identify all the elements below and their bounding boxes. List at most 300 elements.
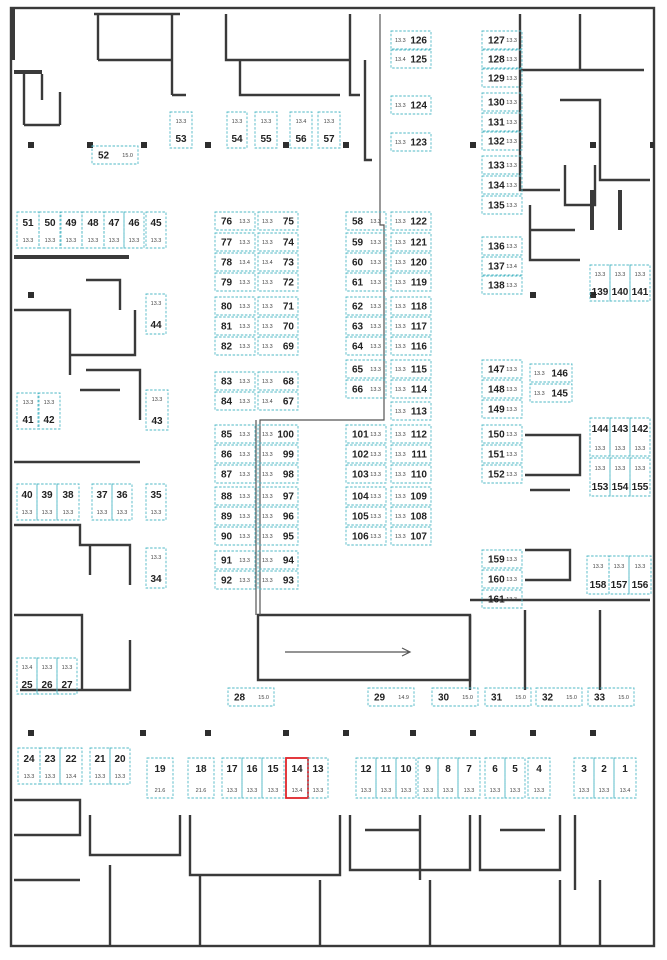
- parking-spot-149[interactable]: [482, 400, 522, 418]
- spot-area: 13.3: [239, 558, 250, 564]
- spot-number: 104: [352, 491, 369, 503]
- spot-number: 73: [282, 257, 294, 269]
- spot-number: 54: [231, 134, 243, 145]
- parking-spot-49[interactable]: [60, 212, 82, 248]
- parking-spot-1[interactable]: [614, 758, 636, 798]
- parking-spot-83[interactable]: [215, 372, 255, 390]
- parking-spot-119[interactable]: [391, 273, 431, 291]
- spot-area: 13.3: [395, 534, 406, 540]
- parking-spot-125[interactable]: [391, 50, 431, 68]
- parking-spot-28[interactable]: [228, 688, 274, 706]
- spot-area: 13.3: [395, 304, 406, 310]
- parking-spot-120[interactable]: [391, 253, 431, 271]
- parking-spot-64[interactable]: [346, 337, 386, 355]
- spot-area: 13.3: [239, 280, 250, 286]
- spot-area: 13.3: [175, 119, 187, 125]
- parking-spot-69[interactable]: [258, 337, 298, 355]
- parking-spot-71[interactable]: [258, 297, 298, 315]
- parking-spot-86[interactable]: [215, 445, 255, 463]
- parking-spot-145[interactable]: [530, 384, 572, 402]
- spot-number: 28: [234, 692, 246, 704]
- parking-spot-15[interactable]: [262, 758, 284, 798]
- parking-spot-140[interactable]: [610, 265, 630, 301]
- spot-number: 87: [221, 469, 233, 481]
- spot-area: 13.3: [578, 788, 590, 794]
- spot-area: 13.3: [150, 301, 162, 307]
- parking-spot-43[interactable]: [146, 390, 168, 430]
- parking-spot-84[interactable]: [215, 392, 255, 410]
- parking-spot-126[interactable]: [391, 31, 431, 49]
- parking-spot-141[interactable]: [630, 265, 650, 301]
- parking-spot-19[interactable]: [147, 758, 173, 798]
- parking-spot-85[interactable]: [215, 425, 255, 443]
- spot-area: 13.3: [267, 788, 279, 794]
- spot-number: 3: [581, 764, 587, 775]
- parking-spot-152[interactable]: [482, 465, 522, 483]
- parking-spot-30[interactable]: [432, 688, 478, 706]
- spot-area: 15.0: [258, 695, 269, 701]
- spot-number: 139: [591, 287, 609, 298]
- spot-area: 13.3: [262, 578, 273, 584]
- parking-spot-62[interactable]: [346, 297, 386, 315]
- parking-spot-9[interactable]: [418, 758, 438, 798]
- parking-spot-127[interactable]: [482, 31, 522, 49]
- parking-spot-78[interactable]: [215, 253, 255, 271]
- parking-spot-51[interactable]: [17, 212, 39, 248]
- spot-area: 13.3: [506, 120, 517, 126]
- parking-spot-79[interactable]: [215, 273, 255, 291]
- parking-spot-59[interactable]: [346, 233, 386, 251]
- spot-number: 49: [65, 218, 77, 229]
- parking-spot-21[interactable]: [90, 748, 110, 784]
- spot-number: 9: [425, 764, 431, 775]
- spot-number: 47: [108, 218, 120, 229]
- spot-area: 13.3: [239, 324, 250, 330]
- parking-spot-44[interactable]: [146, 294, 166, 334]
- spot-number: 60: [352, 257, 364, 269]
- spot-area: 13.3: [506, 557, 517, 563]
- parking-spot-17[interactable]: [222, 758, 242, 798]
- parking-spot-4[interactable]: [528, 758, 550, 798]
- parking-spot-157[interactable]: [609, 556, 629, 594]
- spot-number: 86: [221, 449, 233, 461]
- spot-number: 161: [488, 594, 505, 606]
- spot-area: 13.3: [506, 183, 517, 189]
- spot-area: 13.3: [22, 400, 34, 406]
- spot-number: 151: [488, 449, 505, 461]
- spot-area: 13.3: [506, 57, 517, 63]
- spot-number: 140: [611, 287, 629, 298]
- parking-spot-124[interactable]: [391, 96, 431, 114]
- parking-spot-55[interactable]: [255, 112, 277, 148]
- spot-area: 13.3: [65, 238, 77, 244]
- spot-area: 13.3: [150, 238, 162, 244]
- spot-area: 13.3: [108, 238, 120, 244]
- parking-spot-82[interactable]: [215, 337, 255, 355]
- parking-spot-38[interactable]: [57, 484, 79, 520]
- parking-spot-117[interactable]: [391, 317, 431, 335]
- parking-spot-18[interactable]: [188, 758, 214, 798]
- spot-area: 13.3: [262, 514, 273, 520]
- parking-spot-105[interactable]: [346, 507, 386, 525]
- parking-spot-32[interactable]: [536, 688, 582, 706]
- spot-number: 129: [488, 73, 505, 85]
- parking-spot-135[interactable]: [482, 196, 522, 214]
- parking-spot-98[interactable]: [258, 465, 298, 483]
- parking-spot-142[interactable]: [630, 418, 650, 456]
- parking-spot-94[interactable]: [258, 551, 298, 569]
- parking-spot-155[interactable]: [630, 458, 650, 496]
- spot-number: 132: [488, 136, 505, 148]
- spot-number: 133: [488, 160, 505, 172]
- spot-area: 13.3: [370, 514, 381, 520]
- spot-area: 13.3: [370, 324, 381, 330]
- spot-number: 55: [260, 134, 272, 145]
- parking-spot-101[interactable]: [346, 425, 386, 443]
- spot-area: 13.4: [506, 264, 517, 270]
- spot-area: 13.3: [370, 304, 381, 310]
- spot-number: 15: [267, 764, 279, 775]
- parking-spot-24[interactable]: [18, 748, 40, 784]
- spot-number: 147: [488, 364, 505, 376]
- spot-number: 82: [221, 341, 233, 353]
- spot-area: 13.4: [262, 399, 273, 405]
- parking-spot-60[interactable]: [346, 253, 386, 271]
- parking-spot-153[interactable]: [590, 458, 610, 496]
- spot-number: 127: [488, 35, 505, 47]
- parking-spot-41[interactable]: [17, 393, 39, 429]
- spot-area: 13.3: [262, 344, 273, 350]
- parking-spot-72[interactable]: [258, 273, 298, 291]
- parking-spot-103[interactable]: [346, 465, 386, 483]
- parking-spot-151[interactable]: [482, 445, 522, 463]
- spot-number: 143: [611, 424, 629, 435]
- parking-spot-99[interactable]: [258, 445, 298, 463]
- parking-spot-143[interactable]: [610, 418, 630, 456]
- parking-spot-77[interactable]: [215, 233, 255, 251]
- parking-spot-147[interactable]: [482, 360, 522, 378]
- parking-spot-29[interactable]: [368, 688, 414, 706]
- parking-spot-156[interactable]: [629, 556, 651, 594]
- parking-spot-35[interactable]: [146, 484, 166, 520]
- parking-spot-57[interactable]: [318, 112, 340, 148]
- parking-spot-129[interactable]: [482, 69, 522, 87]
- spot-number: 16: [246, 764, 258, 775]
- parking-spot-110[interactable]: [391, 465, 431, 483]
- parking-spot-148[interactable]: [482, 380, 522, 398]
- spot-area: 13.3: [262, 534, 273, 540]
- spot-area: 13.3: [506, 38, 517, 44]
- spot-number: 88: [221, 491, 233, 503]
- spot-area: 13.3: [62, 510, 74, 516]
- parking-spot-36[interactable]: [112, 484, 132, 520]
- parking-spot-20[interactable]: [110, 748, 130, 784]
- parking-spot-31[interactable]: [485, 688, 531, 706]
- parking-spot-76[interactable]: [215, 212, 255, 230]
- parking-spot-80[interactable]: [215, 297, 255, 315]
- spot-number: 64: [352, 341, 364, 353]
- spot-number: 50: [44, 218, 56, 229]
- spot-number: 63: [352, 321, 364, 333]
- spot-number: 110: [410, 469, 427, 481]
- spot-number: 10: [400, 764, 412, 775]
- parking-spot-39[interactable]: [37, 484, 57, 520]
- parking-spot-67[interactable]: [258, 392, 298, 410]
- parking-spot-81[interactable]: [215, 317, 255, 335]
- parking-spot-73[interactable]: [258, 253, 298, 271]
- parking-spot-11[interactable]: [376, 758, 396, 798]
- parking-spot-54[interactable]: [227, 112, 247, 148]
- spot-number: 42: [43, 415, 55, 426]
- parking-spot-134[interactable]: [482, 176, 522, 194]
- spot-area: 13.3: [506, 163, 517, 169]
- spot-area: 13.3: [262, 452, 273, 458]
- outer-wall: [11, 8, 654, 946]
- spot-number: 13: [312, 764, 324, 775]
- parking-spot-92[interactable]: [215, 571, 255, 589]
- spot-area: 13.3: [151, 397, 163, 403]
- spot-area: 13.3: [150, 510, 162, 516]
- parking-spot-33[interactable]: [588, 688, 634, 706]
- spot-number: 123: [410, 137, 427, 149]
- spot-number: 22: [65, 754, 77, 765]
- parking-spot-45[interactable]: [146, 212, 166, 248]
- parking-spot-27[interactable]: [57, 658, 77, 694]
- parking-spot-91[interactable]: [215, 551, 255, 569]
- parking-spot-12[interactable]: [356, 758, 376, 798]
- parking-spot-132[interactable]: [482, 132, 522, 150]
- spot-number: 99: [282, 449, 294, 461]
- spot-area: 13.4: [291, 788, 303, 794]
- parking-spot-104[interactable]: [346, 487, 386, 505]
- spot-number: 75: [282, 216, 294, 228]
- parking-spot-52[interactable]: [92, 146, 138, 164]
- spot-number: 128: [488, 54, 505, 66]
- parking-spot-90[interactable]: [215, 527, 255, 545]
- spot-area: 13.3: [506, 452, 517, 458]
- parking-spot-138[interactable]: [482, 276, 522, 294]
- spot-number: 57: [323, 134, 335, 145]
- spot-area: 13.3: [634, 446, 646, 452]
- parking-spot-158[interactable]: [587, 556, 609, 594]
- parking-spot-40[interactable]: [17, 484, 37, 520]
- parking-spot-53[interactable]: [170, 112, 192, 148]
- parking-spot-65[interactable]: [346, 360, 386, 378]
- spot-area: 13.3: [506, 387, 517, 393]
- parking-spot-136[interactable]: [482, 237, 522, 255]
- spot-area: 13.3: [534, 371, 545, 377]
- spot-number: 40: [21, 490, 33, 501]
- parking-spot-131[interactable]: [482, 113, 522, 131]
- parking-spot-150[interactable]: [482, 425, 522, 443]
- spot-area: 13.3: [506, 244, 517, 250]
- parking-spot-8[interactable]: [438, 758, 458, 798]
- spot-area: 13.3: [41, 665, 53, 671]
- spot-area: 13.3: [370, 240, 381, 246]
- spot-area: 13.3: [594, 466, 606, 472]
- spot-area: 13.3: [592, 564, 604, 570]
- parking-spot-26[interactable]: [37, 658, 57, 694]
- parking-spot-116[interactable]: [391, 337, 431, 355]
- parking-spot-102[interactable]: [346, 445, 386, 463]
- parking-spot-144[interactable]: [590, 418, 610, 456]
- spot-area: 13.3: [239, 304, 250, 310]
- parking-spot-115[interactable]: [391, 360, 431, 378]
- parking-spot-154[interactable]: [610, 458, 630, 496]
- spot-number: 92: [221, 575, 233, 587]
- spot-area: 15.0: [122, 153, 133, 159]
- parking-spot-70[interactable]: [258, 317, 298, 335]
- parking-spot-63[interactable]: [346, 317, 386, 335]
- spot-area: 13.3: [509, 788, 521, 794]
- parking-spot-87[interactable]: [215, 465, 255, 483]
- parking-spot-122[interactable]: [391, 212, 431, 230]
- spot-number: 2: [601, 764, 607, 775]
- parking-spot-50[interactable]: [39, 212, 61, 248]
- parking-spot-66[interactable]: [346, 380, 386, 398]
- spot-area: 13.3: [400, 788, 412, 794]
- parking-spot-121[interactable]: [391, 233, 431, 251]
- spot-number: 112: [410, 429, 427, 441]
- parking-spot-139[interactable]: [590, 265, 610, 301]
- parking-spot-93[interactable]: [258, 571, 298, 589]
- parking-spot-109[interactable]: [391, 487, 431, 505]
- parking-spot-75[interactable]: [258, 212, 298, 230]
- spot-number: 156: [631, 580, 649, 591]
- spot-number: 115: [410, 364, 427, 376]
- spot-area: 13.3: [370, 280, 381, 286]
- parking-spot-25[interactable]: [17, 658, 37, 694]
- spot-area: 13.3: [395, 240, 406, 246]
- spot-number: 12: [360, 764, 372, 775]
- parking-spot-42[interactable]: [38, 393, 60, 429]
- parking-spot-111[interactable]: [391, 445, 431, 463]
- parking-spot-107[interactable]: [391, 527, 431, 545]
- spot-number: 134: [488, 180, 505, 192]
- parking-spot-56[interactable]: [290, 112, 312, 148]
- parking-spot-114[interactable]: [391, 380, 431, 398]
- parking-spot-88[interactable]: [215, 487, 255, 505]
- spot-number: 44: [150, 320, 162, 331]
- parking-spot-159[interactable]: [482, 550, 522, 568]
- spot-number: 58: [352, 216, 364, 228]
- spot-number: 52: [98, 150, 110, 162]
- parking-spot-13[interactable]: [308, 758, 328, 798]
- parking-spot-10[interactable]: [396, 758, 416, 798]
- parking-spot-34[interactable]: [146, 548, 166, 588]
- parking-spot-22[interactable]: [60, 748, 82, 784]
- parking-spot-123[interactable]: [391, 133, 431, 151]
- spot-area: 13.3: [598, 788, 610, 794]
- spot-number: 93: [282, 575, 294, 587]
- spot-area: 15.0: [566, 695, 577, 701]
- spot-area: 13.3: [360, 788, 372, 794]
- parking-spot-47[interactable]: [104, 212, 124, 248]
- spot-number: 37: [96, 490, 108, 501]
- parking-spot-3[interactable]: [574, 758, 594, 798]
- parking-spot-89[interactable]: [215, 507, 255, 525]
- spot-area: 13.3: [239, 399, 250, 405]
- parking-spot-48[interactable]: [82, 212, 104, 248]
- parking-spot-74[interactable]: [258, 233, 298, 251]
- spot-area: 13.4: [295, 119, 307, 125]
- parking-spot-100[interactable]: [258, 425, 298, 443]
- parking-spot-46[interactable]: [124, 212, 144, 248]
- spot-number: 38: [62, 490, 74, 501]
- spot-area: 13.3: [239, 240, 250, 246]
- spot-number: 65: [352, 364, 364, 376]
- parking-spot-5[interactable]: [505, 758, 525, 798]
- building-walls: [11, 8, 650, 945]
- spot-number: 19: [154, 764, 166, 775]
- spot-area: 13.4: [619, 788, 631, 794]
- spot-area: 13.3: [44, 238, 56, 244]
- spot-number: 155: [631, 482, 649, 493]
- parking-spot-113[interactable]: [391, 402, 431, 420]
- spot-number: 41: [22, 415, 34, 426]
- parking-spot-96[interactable]: [258, 507, 298, 525]
- spot-area: 13.4: [21, 665, 33, 671]
- spot-area: 13.4: [65, 774, 77, 780]
- parking-spot-106[interactable]: [346, 527, 386, 545]
- spot-number: 84: [221, 396, 233, 408]
- spot-number: 96: [282, 511, 294, 523]
- parking-spot-97[interactable]: [258, 487, 298, 505]
- spot-area: 13.3: [262, 494, 273, 500]
- spot-number: 95: [282, 531, 294, 543]
- spot-area: 13.3: [395, 432, 406, 438]
- spot-number: 126: [410, 35, 427, 47]
- spot-area: 15.0: [515, 695, 526, 701]
- parking-spot-16[interactable]: [242, 758, 262, 798]
- spot-area: 13.3: [239, 379, 250, 385]
- parking-spot-161[interactable]: [482, 590, 522, 608]
- parking-spot-6[interactable]: [485, 758, 505, 798]
- parking-spot-133[interactable]: [482, 156, 522, 174]
- spot-number: 108: [410, 511, 427, 523]
- parking-spot-7[interactable]: [458, 758, 480, 798]
- spot-area: 13.3: [21, 510, 33, 516]
- spot-number: 114: [410, 384, 427, 396]
- spot-area: 13.3: [262, 472, 273, 478]
- spot-area: 13.3: [260, 119, 272, 125]
- parking-spot-160[interactable]: [482, 570, 522, 588]
- parking-spot-37[interactable]: [92, 484, 112, 520]
- spot-area: 13.3: [422, 788, 434, 794]
- parking-spot-95[interactable]: [258, 527, 298, 545]
- spot-number: 138: [488, 280, 505, 292]
- parking-spot-14[interactable]: [286, 758, 308, 798]
- parking-spot-23[interactable]: [40, 748, 60, 784]
- spot-number: 68: [282, 376, 294, 388]
- parking-spot-112[interactable]: [391, 425, 431, 443]
- spot-number: 113: [410, 406, 427, 418]
- parking-spot-68[interactable]: [258, 372, 298, 390]
- spot-area: 13.3: [114, 774, 126, 780]
- parking-spot-130[interactable]: [482, 93, 522, 111]
- parking-spot-137[interactable]: [482, 257, 522, 275]
- parking-spot-118[interactable]: [391, 297, 431, 315]
- parking-spot-2[interactable]: [594, 758, 614, 798]
- spot-number: 51: [22, 218, 34, 229]
- spot-area: 13.3: [506, 139, 517, 145]
- parking-spot-146[interactable]: [530, 364, 572, 382]
- parking-spot-108[interactable]: [391, 507, 431, 525]
- spot-number: 120: [410, 257, 427, 269]
- parking-spot-128[interactable]: [482, 50, 522, 68]
- parking-spot-61[interactable]: [346, 273, 386, 291]
- spot-area: 13.3: [246, 788, 258, 794]
